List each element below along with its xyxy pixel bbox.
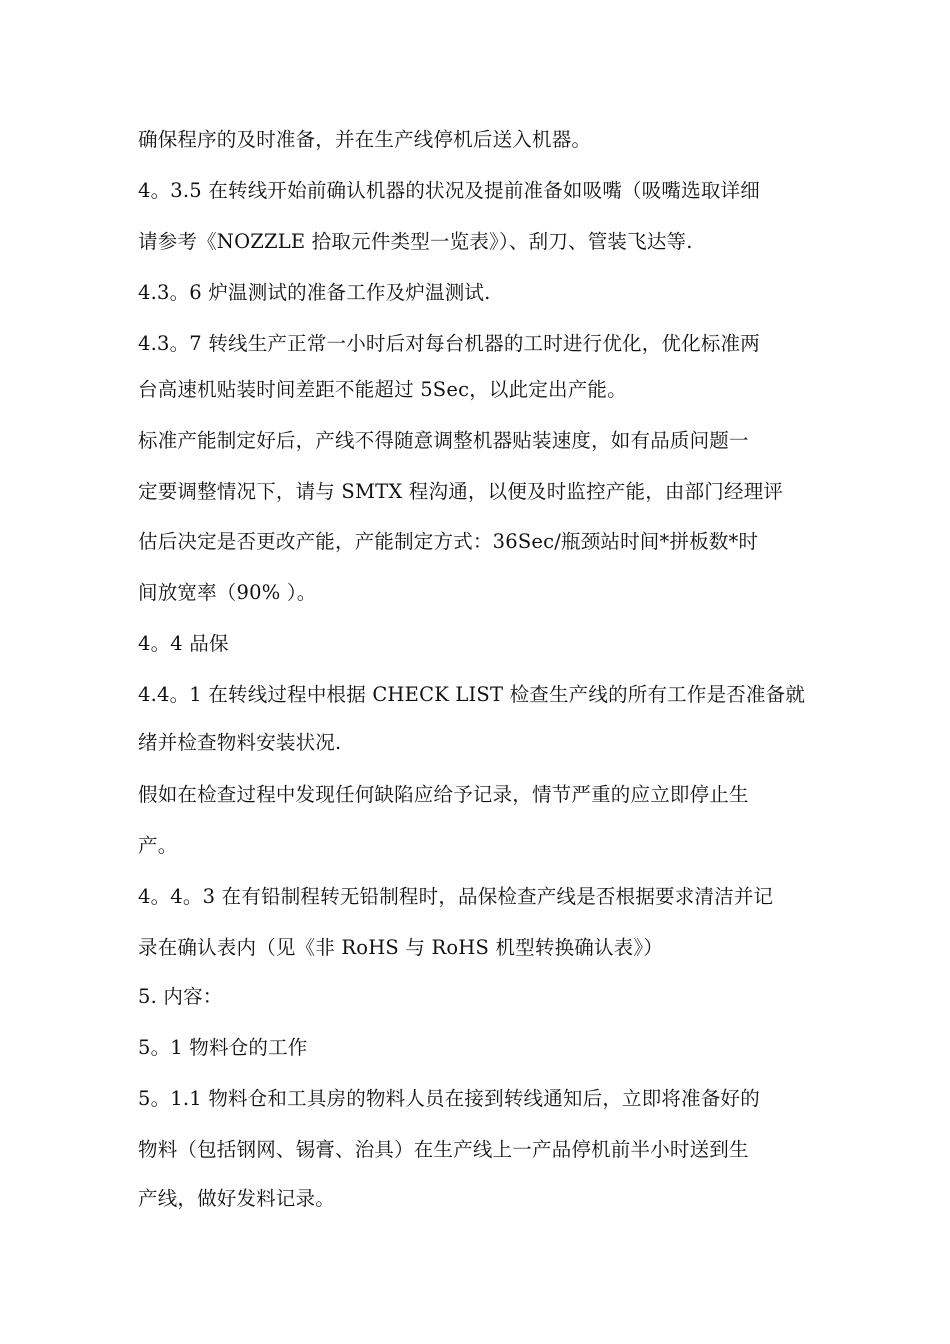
text-line: 4.4。1 在转线过程中根据 CHECK LIST 检查生产线的所有工作是否准备就 (138, 683, 806, 706)
text-line: 间放宽率（90% ）。 (138, 581, 317, 604)
text-line: 4.3。6 炉温测试的准备工作及炉温测试. (138, 281, 491, 304)
text-line: 标准产能制定好后，产线不得随意调整机器贴装速度，如有品质问题一 (138, 429, 749, 452)
text-line: 请参考《NOZZLE 拾取元件类型一览表》）、刮刀、管装飞达等. (138, 230, 693, 253)
text-line: 确保程序的及时准备，并在生产线停机后送入机器。 (138, 128, 592, 151)
text-line: 估后决定是否更改产能，产能制定方式：36Sec/瓶颈站时间*拼板数*时 (138, 530, 759, 553)
text-line: 4.3。7 转线生产正常一小时后对每台机器的工时进行优化，优化标准两 (138, 332, 760, 355)
section-heading: 5。1 物料仓的工作 (138, 1036, 308, 1059)
text-line: 台高速机贴装时间差距不能超过 5Sec，以此定出产能。 (138, 378, 627, 401)
text-line: 产线，做好发料记录。 (138, 1187, 336, 1210)
text-line: 4。4。3 在有铅制程转无铅制程时，品保检查产线是否根据要求清洁并记 (138, 885, 774, 908)
section-heading: 4。4 品保 (138, 632, 229, 655)
text-line: 产。 (138, 834, 178, 857)
text-line: 绪并检查物料安装状况. (138, 731, 342, 754)
section-heading: 5. 内容： (138, 985, 223, 1008)
text-line: 4。3.5 在转线开始前确认机器的状况及提前准备如吸嘴（吸嘴选取详细 (138, 179, 760, 202)
text-line: 假如在检查过程中发现任何缺陷应给予记录，情节严重的应立即停止生 (138, 783, 749, 806)
text-line: 录在确认表内（见《非 RoHS 与 RoHS 机型转换确认表》） (138, 936, 664, 959)
text-line: 定要调整情况下，请与 SMTX 程沟通，以便及时监控产能，由部门经理评 (138, 480, 784, 503)
text-line: 5。1.1 物料仓和工具房的物料人员在接到转线通知后，立即将准备好的 (138, 1087, 760, 1110)
text-line: 物料（包括钢网、锡膏、治具）在生产线上一产品停机前半小时送到生 (138, 1138, 749, 1161)
